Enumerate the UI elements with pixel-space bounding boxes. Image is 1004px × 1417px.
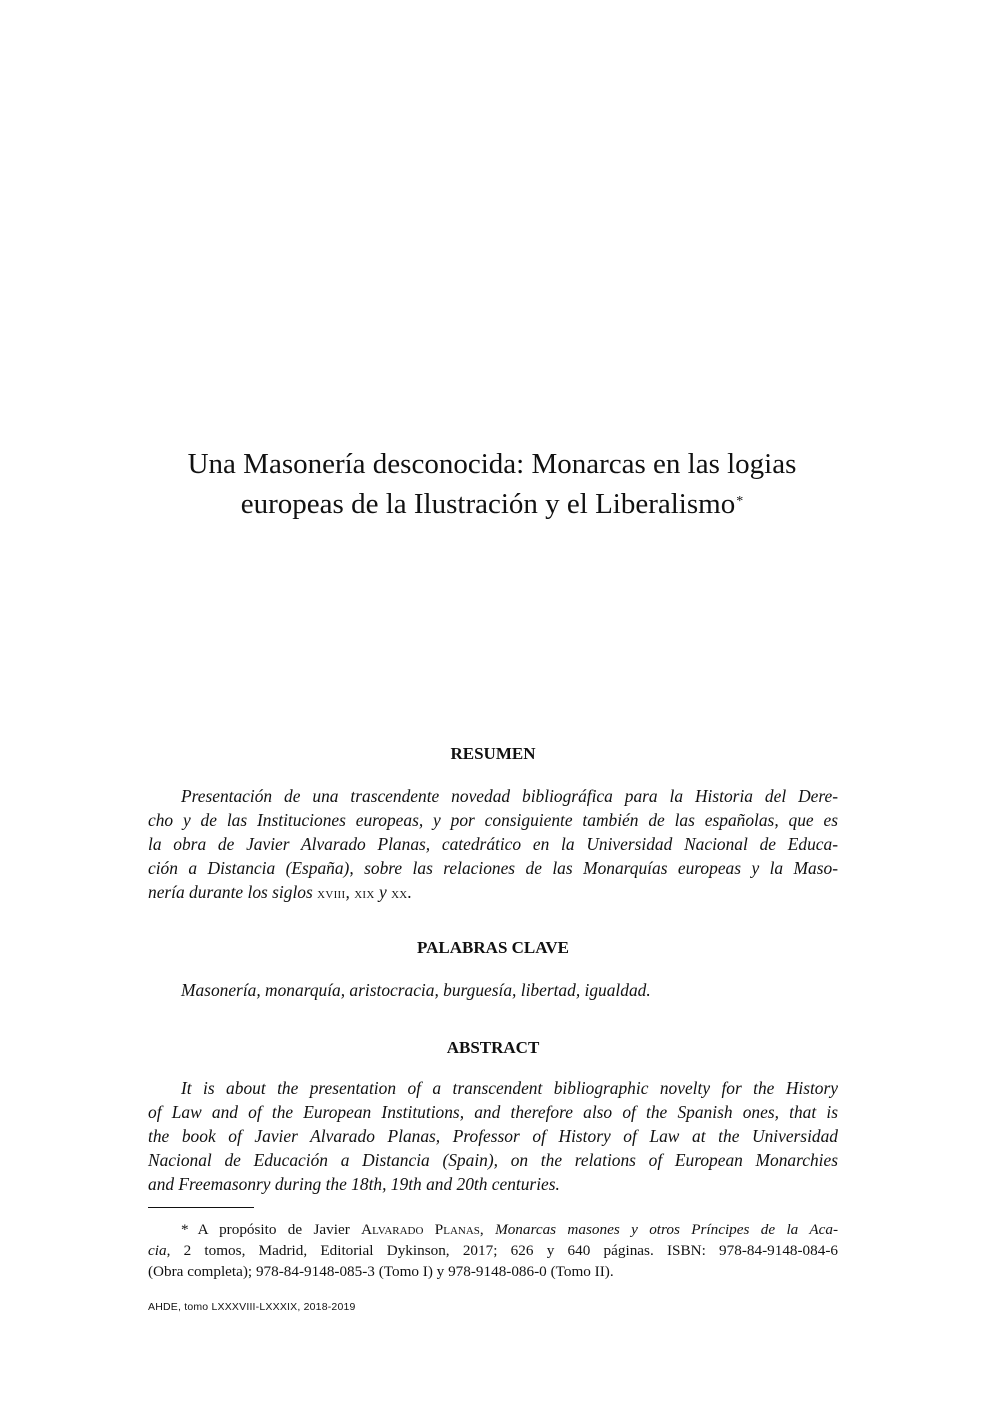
- century-20: xx: [391, 886, 408, 902]
- century-18: xviii: [317, 886, 346, 902]
- abstract-line-5: and Freemasonry during the 18th, 19th and 20th centuries.: [148, 1174, 560, 1194]
- footnote-line-2: [148, 1240, 838, 1261]
- footnote-book-title-2: cia: [148, 1242, 167, 1259]
- title-footnote-mark[interactable]: *: [736, 494, 744, 509]
- footnote-line-1: [148, 1219, 838, 1240]
- footnote-separator-rule: [148, 1207, 254, 1208]
- abstract-line-1: It is about the presentation of a transcendent bibliographic novelty for the History: [181, 1078, 838, 1098]
- footnote-sep: ,: [479, 1221, 496, 1238]
- palabras-clave-paragraph: [148, 978, 838, 1002]
- resumen-paragraph: [148, 784, 838, 906]
- title-line-2: [140, 484, 844, 524]
- palabras-clave-heading: PALABRAS CLAVE: [417, 938, 569, 957]
- century-19: xix: [354, 886, 375, 902]
- resumen-line-5-prefix: nería durante los siglos: [148, 882, 318, 902]
- abstract-paragraph: [148, 1076, 838, 1196]
- footnote-mark: *: [181, 1221, 189, 1238]
- abstract-line-2: of Law and of the European Institutions, and therefore also of the Spanish ones, that is: [148, 1102, 838, 1122]
- resumen-heading: RESUMEN: [450, 744, 536, 763]
- footnote-line-3: (Obra completa); 978-84-9148-085-3 (Tomo I) y 978-9148-086-0 (Tomo II).: [148, 1263, 614, 1280]
- footnote: [148, 1219, 838, 1282]
- running-footer: AHDE, tomo LXXXVIII-LXXXIX, 2018-2019: [148, 1301, 356, 1313]
- resumen-line-2: cho y de las Instituciones europeas, y por consiguiente también de las españolas, que es: [148, 810, 838, 830]
- abstract-line-4: Nacional de Educación a Distancia (Spain), on the relations of European Monarchies: [148, 1150, 838, 1170]
- article-title: [140, 444, 844, 524]
- resumen-line-3: la obra de Javier Alvarado Planas, catedrático en la Universidad Nacional de Educa-: [148, 834, 838, 854]
- resumen-sep-1: ,: [345, 882, 355, 902]
- footnote-pre: A propósito de Javier: [197, 1221, 362, 1238]
- abstract-line-3: the book of Javier Alvarado Planas, Professor of History of Law at the Universidad: [148, 1126, 838, 1146]
- resumen-line-5-suffix: .: [407, 882, 412, 902]
- footnote-line-2-rest: , 2 tomos, Madrid, Editorial Dykinson, 2017; 626 y 640 páginas. ISBN: 978-84-9148-084-6: [166, 1242, 838, 1259]
- resumen-line-5: [148, 880, 838, 906]
- abstract-heading: ABSTRACT: [446, 1038, 540, 1057]
- palabras-clave-text: Masonería, monarquía, aristocracia, burguesía, libertad, igualdad.: [181, 980, 651, 1000]
- title-line-2-text: europeas de la Ilustración y el Liberalismo: [240, 488, 736, 520]
- title-line-1: Una Masonería desconocida: Monarcas en las logias: [187, 448, 797, 480]
- resumen-line-1: Presentación de una trascendente novedad bibliográfica para la Historia del Dere-: [181, 786, 838, 806]
- footnote-book-title-1: Monarcas masones y otros Príncipes de la Aca-: [495, 1221, 839, 1238]
- resumen-line-4: ción a Distancia (España), sobre las relaciones de las Monarquías europeas y la Maso-: [148, 858, 838, 878]
- resumen-sep-2: y: [374, 882, 392, 902]
- footnote-author-surname: Alvarado Planas: [361, 1221, 480, 1238]
